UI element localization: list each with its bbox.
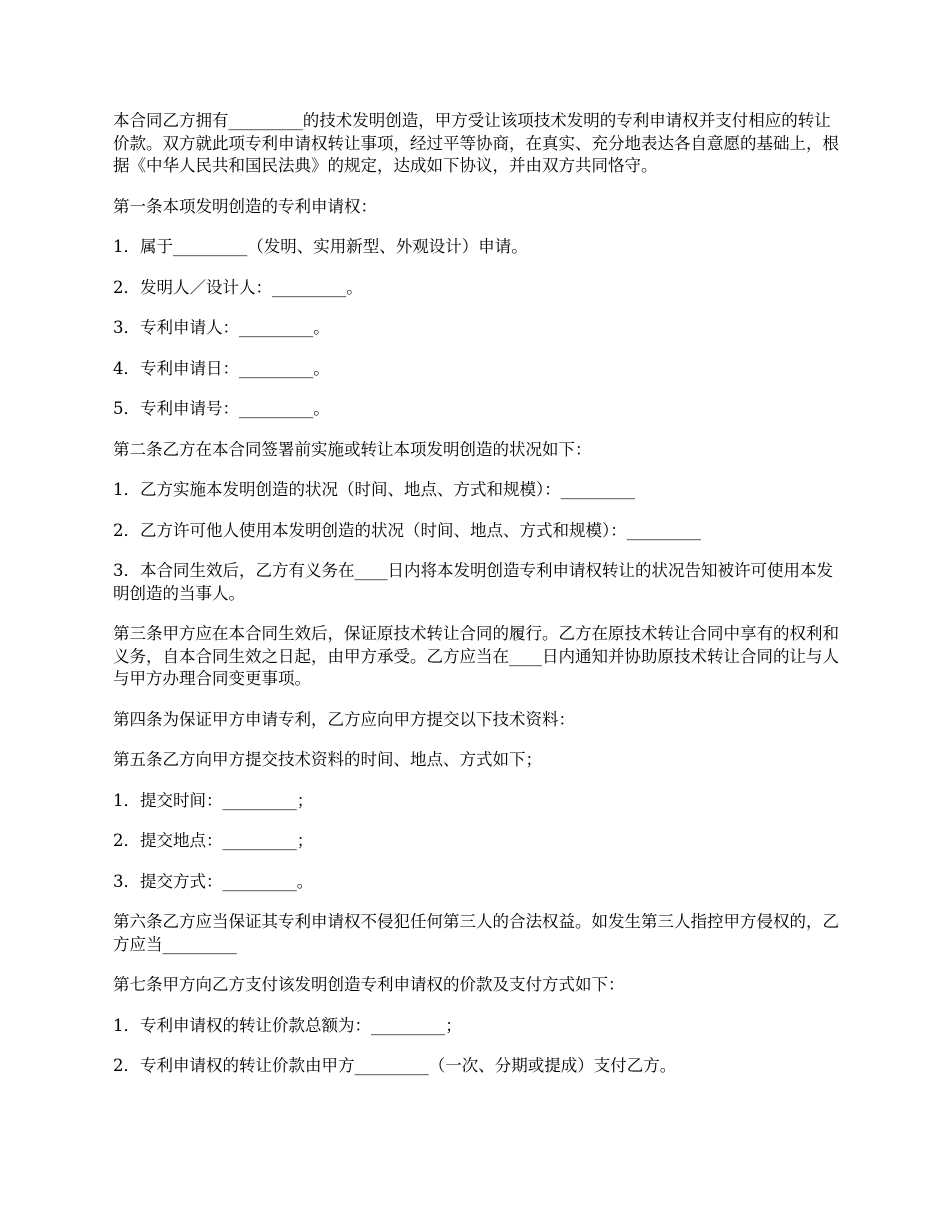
article-1-item-4: 4．专利申请日：_________。 — [113, 358, 330, 378]
article-5-heading: 第五条乙方向甲方提交技术资料的时间、地点、方式如下； — [113, 750, 542, 769]
article-7-item-1: 1．专利申请权的转让价款总额为：_________； — [113, 1015, 462, 1035]
article-1-item-3: 3．专利申请人：_________。 — [113, 318, 330, 337]
article-1-item-5: 5．专利申请号：_________。 — [113, 399, 330, 418]
article-1-heading: 第一条本项发明创造的专利申请权： — [113, 196, 377, 216]
article-1-item-1: 1．属于_________（发明、实用新型、外观设计）申请。 — [113, 237, 528, 256]
article-7-heading: 第七条甲方向乙方支付该发明创造专利申请权的价款及支付方式如下： — [113, 975, 625, 994]
article-7-item-2: 2．专利申请权的转让价款由甲方_________（一次、分期或提成）支付乙方。 — [113, 1056, 677, 1075]
intro-paragraph: 本合同乙方拥有_________的技术发明创造，甲方受让该项技术发明的专利申请权并支付相应的转让价款。双方就此项专利申请权转让事项，经过平等协商，在真实、充分地表达各自意愿的基础上，根据《中华人民共和国民法典》的规定，达成如下协议，并由双方共同恪守。 — [113, 111, 839, 175]
article-2-item-1: 1．乙方实施本发明创造的状况（时间、地点、方式和规模）：_________ — [113, 480, 635, 499]
article-5-item-1: 1．提交时间：_________； — [113, 790, 314, 810]
article-5-item-2: 2．提交地点：_________； — [113, 831, 314, 850]
article-4-paragraph: 第四条为保证甲方申请专利，乙方应向甲方提交以下技术资料： — [113, 709, 575, 729]
article-2-heading: 第二条乙方在本合同签署前实施或转让本项发明创造的状况如下： — [113, 439, 592, 459]
article-2-item-2: 2．乙方许可他人使用本发明创造的状况（时间、地点、方式和规模）：_________ — [113, 520, 701, 540]
article-1-item-2: 2．发明人／设计人：_________。 — [113, 277, 363, 297]
article-5-item-3: 3．提交方式：_________。 — [113, 871, 314, 891]
article-2-item-3: 3．本合同生效后，乙方有义务在____日内将本发明创造专利申请权转让的状况告知被许可使用本发明创造的当事人。 — [113, 561, 833, 603]
article-6-paragraph: 第六条乙方应当保证其专利申请权不侵犯任何第三人的合法权益。如发生第三人指控甲方侵权的，乙方应当_________ — [113, 912, 839, 954]
article-3-paragraph: 第三条甲方应在本合同生效后，保证原技术转让合同的履行。乙方在原技术转让合同中享有的权利和义务，自本合同生效之日起，由甲方承受。乙方应当在____日内通知并协助原技术转让合同的让与人与甲方办理合同变更事项。 — [113, 624, 839, 688]
document-body — [113, 110, 843, 1096]
